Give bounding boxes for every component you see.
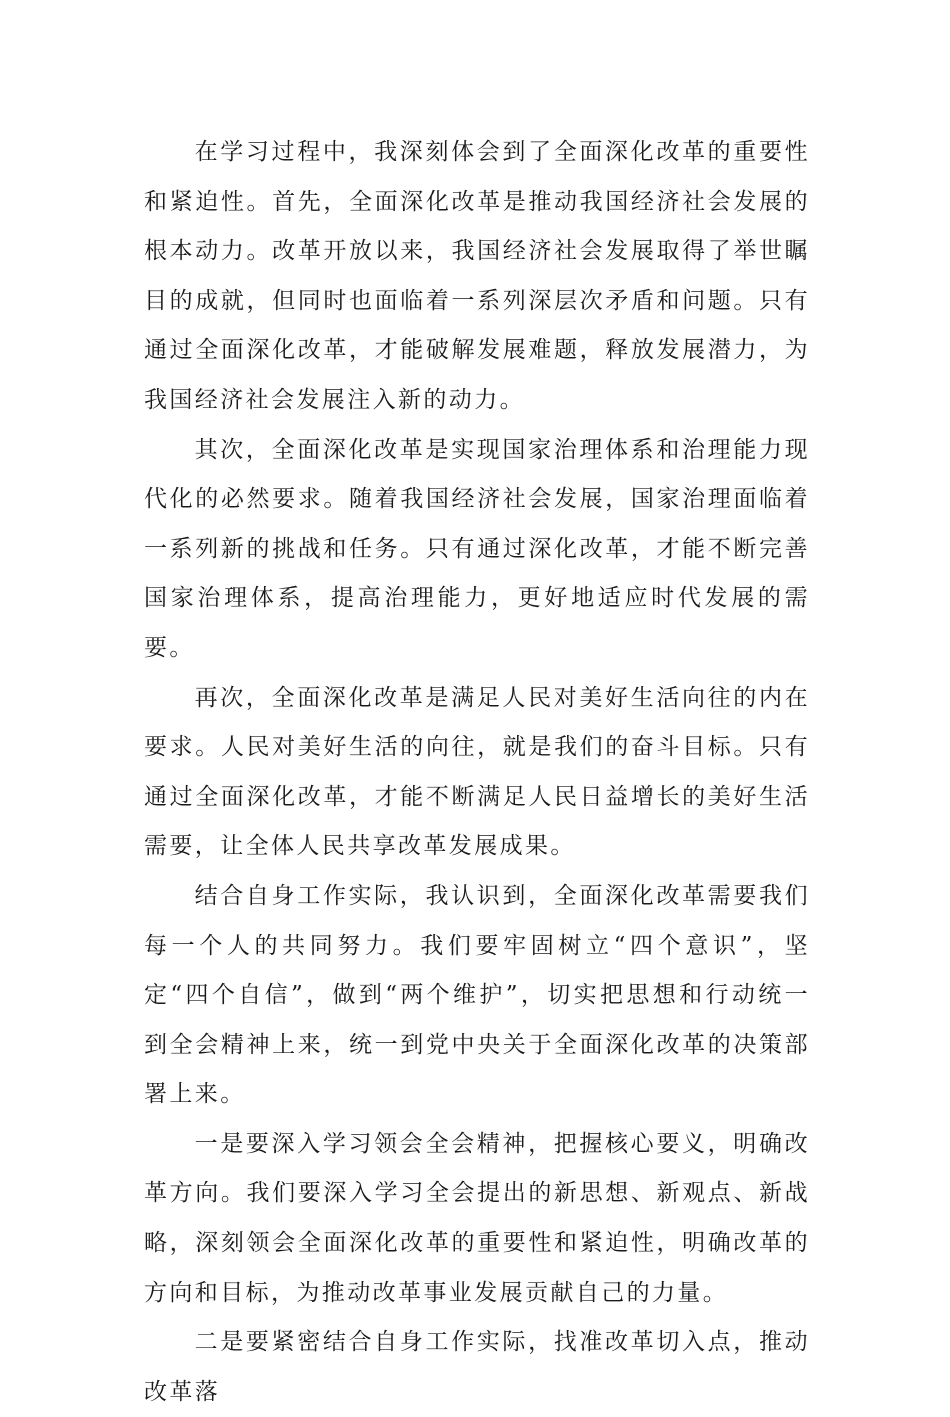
paragraph-5: 一是要深入学习领会全会精神，把握核心要义，明确改革方向。我们要深入学习全会提出的新思想、新观点、新战略，深刻领会全面深化改革的重要性和紧迫性，明确改革的方向和目标，为推动改革事业发展贡献自己的力量。	[144, 1130, 810, 1306]
document-body	[144, 128, 810, 1417]
paragraph-4: 结合自身工作实际，我认识到，全面深化改革需要我们每一个人的共同努力。我们要牢固树立“四个意识”，坚定“四个自信”，做到“两个维护”，切实把思想和行动统一到全会精神上来，统一到党中央关于全面深化改革的决策部署上来。	[144, 882, 810, 1108]
paragraph-3: 再次，全面深化改革是满足人民对美好生活向往的内在要求。人民对美好生活的向往，就是我们的奋斗目标。只有通过全面深化改革，才能不断满足人民日益增长的美好生活需要，让全体人民共享改革发展成果。	[144, 684, 810, 860]
paragraph-2: 其次，全面深化改革是实现国家治理体系和治理能力现代化的必然要求。随着我国经济社会发展，国家治理面临着一系列新的挑战和任务。只有通过深化改革，才能不断完善国家治理体系，提高治理能力，更好地适应时代发展的需要。	[144, 436, 810, 661]
paragraph-6: 二是要紧密结合自身工作实际，找准改革切入点，推动改革落	[144, 1329, 810, 1405]
paragraph-1: 在学习过程中，我深刻体会到了全面深化改革的重要性和紧迫性。首先，全面深化改革是推动我国经济社会发展的根本动力。改革开放以来，我国经济社会发展取得了举世瞩目的成就，但同时也面临着一系列深层次矛盾和问题。只有通过全面深化改革，才能破解发展难题，释放发展潜力，为我国经济社会发展注入新的动力。	[144, 139, 810, 413]
